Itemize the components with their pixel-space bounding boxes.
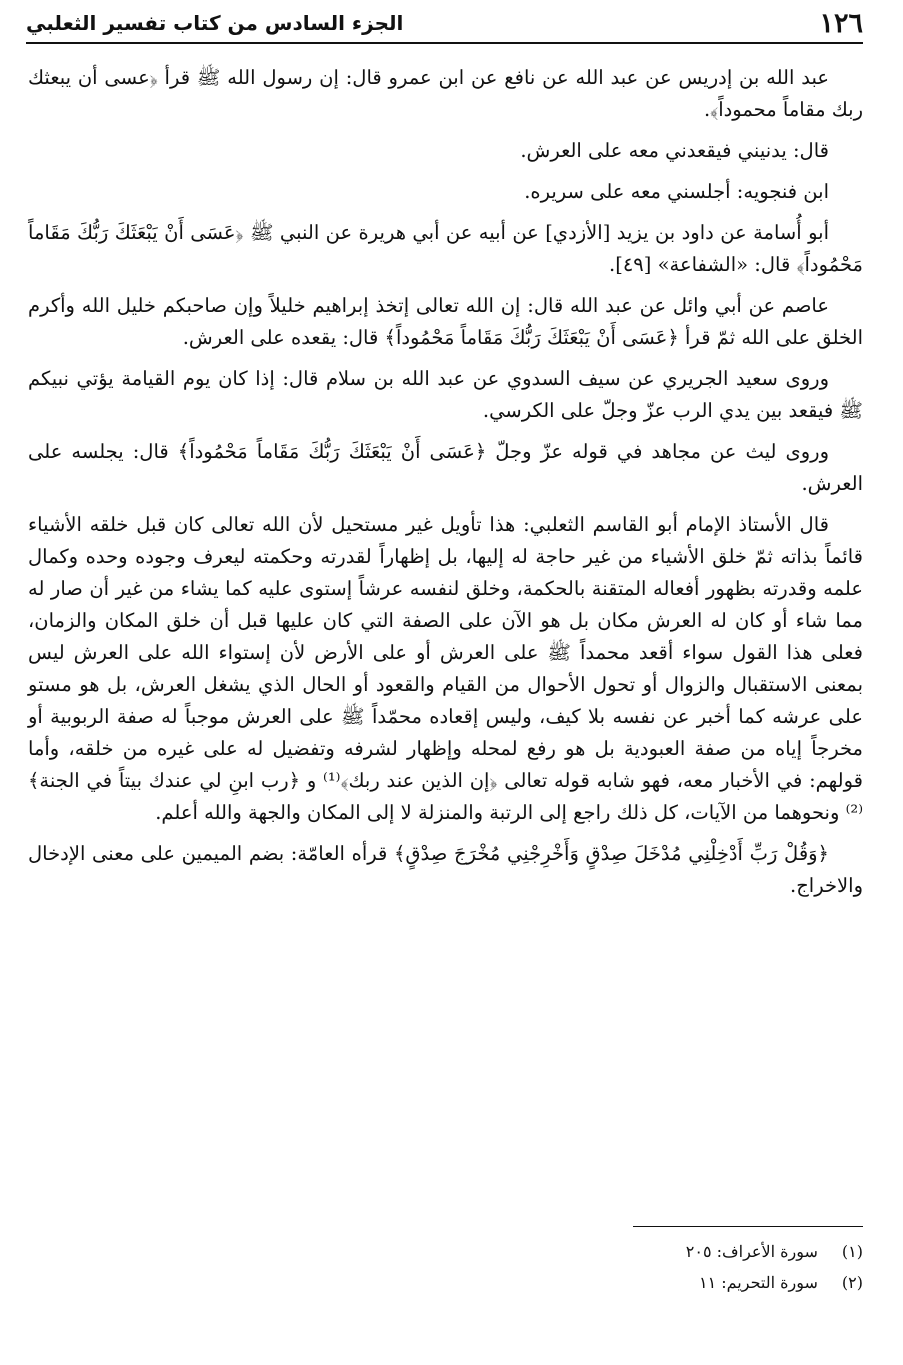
- footnote-text: سورة الأعراف: ٢٠٥: [685, 1242, 818, 1261]
- paragraph: وروى سعيد الجريري عن سيف السدوي عن عبد الله بن سلام قال: إذا كان يوم القيامة يؤتي نبيكم ﷺ فيقعد بين يدي الرب عزّ وجلّ على الكرسي.: [28, 367, 863, 422]
- page-number: ١٢٦: [819, 7, 863, 39]
- footnote: [28, 1269, 863, 1297]
- paragraph: عبد الله بن إدريس عن عبد الله عن نافع عن ابن عمرو قال: إن رسول الله ﷺ قرأ ﴿عسى أن يبعثك ربك مقاماً محموداً﴾.: [28, 66, 863, 121]
- paragraph: ابن فنجويه: أجلسني معه على سريره.: [524, 180, 829, 203]
- paragraph: وروى ليث عن مجاهد في قوله عزّ وجلّ ﴿عَسَى أَنْ يَبْعَثَكَ رَبُّكَ مَقَاماً مَحْمُوداً﴾ قال: يجلسه على العرش.: [28, 440, 863, 495]
- paragraph: ﴿وَقُلْ رَبِّ أَدْخِلْنِي مُدْخَلَ صِدْقٍ وَأَخْرِجْنِي مُخْرَجَ صِدْقٍ﴾ قرأه العامّة: بضم الميمين على معنى الإدخال والاخراج.: [28, 842, 863, 897]
- footnote-text: سورة التحريم: ١١: [698, 1273, 818, 1292]
- paragraph: قال الأستاذ الإمام أبو القاسم الثعلبي: هذا تأويل غير مستحيل لأن الله تعالى كان قبل خلقه الأشياء قائماً بذاته ثمّ خلق الأشياء من غير حاجة له إليها، بل إظهاراً لقدرته وحكمته ليعرف وجوده وحده وكمال علمه وقدرته بظهور أفعاله المتقنة بالحكمة، وخلق لنفسه عرشاً إستوى عليه كما يشاء من غير أن صار له مما شاء أو كان له العرش مكان بل هو الآن على الصفة التي كان عليها قبل أن خلق المكان والزمان، فعلى هذا القول سواء أقعد محمداً ﷺ على العرش أو على الأرض لأن إستواء الله على العرش ليس بمعنى الاستقبال والزوال أو تحول الأحوال من القيام والقعود أو الحال الذي يشغل العرش، بل هو مستو على عرشه كما أخبر عن نفسه بلا كيف، وليس إقعاده محمّداً ﷺ على العرش موجباً له صفة الربوبية أو مخرجاً إياه من صفة العبودية بل هو رفع لمحله وإظهار لشرفه وتفضيل له على غيره من خلقه، وأما قولهم: في الأخبار معه، فهو شابه قوله تعالى ﴿إن الذين عند ربك﴾⁽¹⁾ و ﴿رب ابنِ لي عندك بيتاً في الجنة﴾⁽²⁾ ونحوهما من الآيات، كل ذلك راجع إلى الرتبة والمنزلة لا إلى المكان والجهة والله أعلم.: [28, 513, 863, 824]
- running-title: الجزء السادس من كتاب تفسير الثعلبي: [26, 11, 404, 35]
- paragraph: أبو أُسامة عن داود بن يزيد [الأزدي] عن أبيه عن أبي هريرة عن النبي ﷺ ﴿عَسَى أَنْ يَبْعَثَكَ رَبُّكَ مَقَاماً مَحْمُوداً﴾ قال: «الشفاعة» [٤٩].: [28, 221, 863, 276]
- footnote-number: (١): [841, 1242, 863, 1261]
- footnote: [28, 1238, 863, 1266]
- paragraph: قال: يدنيني فيقعدني معه على العرش.: [520, 139, 829, 162]
- footnote-divider: [633, 1226, 863, 1227]
- page-header: [26, 4, 863, 44]
- main-text: [28, 62, 863, 911]
- footnotes: [28, 1238, 863, 1300]
- footnote-number: (٢): [841, 1273, 863, 1292]
- paragraph: عاصم عن أبي وائل عن عبد الله قال: إن الله تعالى إتخذ إبراهيم خليلاً وإن صاحبكم خليل الله وأكرم الخلق على الله ثمّ قرأ ﴿عَسَى أَنْ يَبْعَثَكَ رَبُّكَ مَقَاماً مَحْمُوداً﴾ قال: يقعده على العرش.: [28, 294, 863, 349]
